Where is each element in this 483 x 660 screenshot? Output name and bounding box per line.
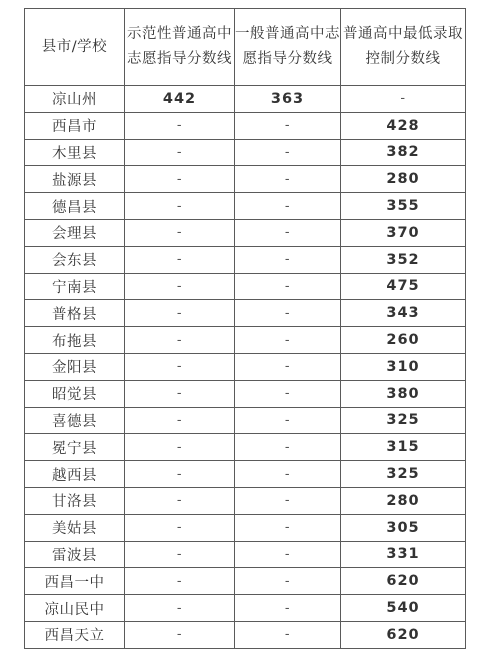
model-school-score-cell: - xyxy=(125,273,235,300)
minimum-score-cell: 475 xyxy=(341,273,466,300)
region-cell: 昭觉县 xyxy=(25,380,125,407)
table-body xyxy=(25,86,466,649)
region-cell: 普格县 xyxy=(25,300,125,327)
general-school-score-cell: - xyxy=(235,487,341,514)
general-school-score-cell: - xyxy=(235,193,341,220)
general-school-score-cell: - xyxy=(235,541,341,568)
general-school-score-cell: - xyxy=(235,246,341,273)
minimum-score-cell: 260 xyxy=(341,327,466,354)
general-school-score-cell: - xyxy=(235,568,341,595)
table-row xyxy=(25,541,466,568)
general-school-score-cell: - xyxy=(235,327,341,354)
table-row xyxy=(25,86,466,113)
region-cell: 西昌市 xyxy=(25,112,125,139)
region-cell: 冕宁县 xyxy=(25,434,125,461)
table-row xyxy=(25,353,466,380)
model-school-score-cell: - xyxy=(125,541,235,568)
minimum-score-cell: 620 xyxy=(341,568,466,595)
table-row xyxy=(25,621,466,648)
minimum-score-cell: - xyxy=(341,86,466,113)
minimum-score-cell: 315 xyxy=(341,434,466,461)
admission-score-table xyxy=(24,8,466,649)
minimum-score-cell: 331 xyxy=(341,541,466,568)
general-school-score-cell: - xyxy=(235,380,341,407)
model-school-score-cell: - xyxy=(125,219,235,246)
minimum-score-cell: 428 xyxy=(341,112,466,139)
table-header xyxy=(25,9,466,86)
header-region: 县市/学校 xyxy=(25,9,125,86)
general-school-score-cell: - xyxy=(235,219,341,246)
model-school-score-cell: - xyxy=(125,434,235,461)
model-school-score-cell: - xyxy=(125,621,235,648)
table-row xyxy=(25,327,466,354)
minimum-score-cell: 280 xyxy=(341,166,466,193)
general-school-score-cell: - xyxy=(235,595,341,622)
region-cell: 金阳县 xyxy=(25,353,125,380)
region-cell: 凉山民中 xyxy=(25,595,125,622)
region-cell: 会理县 xyxy=(25,219,125,246)
minimum-score-cell: 382 xyxy=(341,139,466,166)
table-row xyxy=(25,487,466,514)
region-cell: 美姑县 xyxy=(25,514,125,541)
minimum-score-cell: 540 xyxy=(341,595,466,622)
model-school-score-cell: - xyxy=(125,487,235,514)
header-row xyxy=(25,9,466,86)
minimum-score-cell: 325 xyxy=(341,407,466,434)
header-general-school-line: 一般普通高中志愿指导分数线 xyxy=(235,9,341,86)
general-school-score-cell: - xyxy=(235,461,341,488)
region-cell: 盐源县 xyxy=(25,166,125,193)
region-cell: 凉山州 xyxy=(25,86,125,113)
table-row xyxy=(25,139,466,166)
minimum-score-cell: 280 xyxy=(341,487,466,514)
general-school-score-cell: - xyxy=(235,514,341,541)
region-cell: 木里县 xyxy=(25,139,125,166)
region-cell: 会东县 xyxy=(25,246,125,273)
region-cell: 喜德县 xyxy=(25,407,125,434)
table-row xyxy=(25,112,466,139)
table-row xyxy=(25,246,466,273)
table-row xyxy=(25,166,466,193)
region-cell: 宁南县 xyxy=(25,273,125,300)
score-table-container xyxy=(24,8,466,649)
minimum-score-cell: 355 xyxy=(341,193,466,220)
minimum-score-cell: 305 xyxy=(341,514,466,541)
region-cell: 西昌一中 xyxy=(25,568,125,595)
general-school-score-cell: - xyxy=(235,139,341,166)
table-row xyxy=(25,434,466,461)
minimum-score-cell: 310 xyxy=(341,353,466,380)
minimum-score-cell: 325 xyxy=(341,461,466,488)
region-cell: 德昌县 xyxy=(25,193,125,220)
model-school-score-cell: - xyxy=(125,193,235,220)
general-school-score-cell: - xyxy=(235,273,341,300)
table-row xyxy=(25,380,466,407)
minimum-score-cell: 620 xyxy=(341,621,466,648)
table-row xyxy=(25,568,466,595)
region-cell: 布拖县 xyxy=(25,327,125,354)
table-row xyxy=(25,300,466,327)
general-school-score-cell: - xyxy=(235,300,341,327)
table-row xyxy=(25,461,466,488)
region-cell: 甘洛县 xyxy=(25,487,125,514)
table-row xyxy=(25,595,466,622)
model-school-score-cell: - xyxy=(125,407,235,434)
model-school-score-cell: - xyxy=(125,112,235,139)
table-row xyxy=(25,273,466,300)
region-cell: 西昌天立 xyxy=(25,621,125,648)
model-school-score-cell: 442 xyxy=(125,86,235,113)
minimum-score-cell: 352 xyxy=(341,246,466,273)
header-model-school-line: 示范性普通高中志愿指导分数线 xyxy=(125,9,235,86)
model-school-score-cell: - xyxy=(125,568,235,595)
model-school-score-cell: - xyxy=(125,514,235,541)
minimum-score-cell: 370 xyxy=(341,219,466,246)
model-school-score-cell: - xyxy=(125,300,235,327)
minimum-score-cell: 380 xyxy=(341,380,466,407)
table-row xyxy=(25,193,466,220)
region-cell: 越西县 xyxy=(25,461,125,488)
model-school-score-cell: - xyxy=(125,139,235,166)
table-row xyxy=(25,219,466,246)
general-school-score-cell: - xyxy=(235,621,341,648)
model-school-score-cell: - xyxy=(125,461,235,488)
general-school-score-cell: - xyxy=(235,112,341,139)
minimum-score-cell: 343 xyxy=(341,300,466,327)
general-school-score-cell: - xyxy=(235,434,341,461)
model-school-score-cell: - xyxy=(125,166,235,193)
table-row xyxy=(25,407,466,434)
model-school-score-cell: - xyxy=(125,595,235,622)
model-school-score-cell: - xyxy=(125,380,235,407)
model-school-score-cell: - xyxy=(125,246,235,273)
general-school-score-cell: - xyxy=(235,353,341,380)
general-school-score-cell: 363 xyxy=(235,86,341,113)
model-school-score-cell: - xyxy=(125,327,235,354)
general-school-score-cell: - xyxy=(235,166,341,193)
region-cell: 雷波县 xyxy=(25,541,125,568)
table-row xyxy=(25,514,466,541)
model-school-score-cell: - xyxy=(125,353,235,380)
general-school-score-cell: - xyxy=(235,407,341,434)
header-minimum-control-line: 普通高中最低录取控制分数线 xyxy=(341,9,466,86)
